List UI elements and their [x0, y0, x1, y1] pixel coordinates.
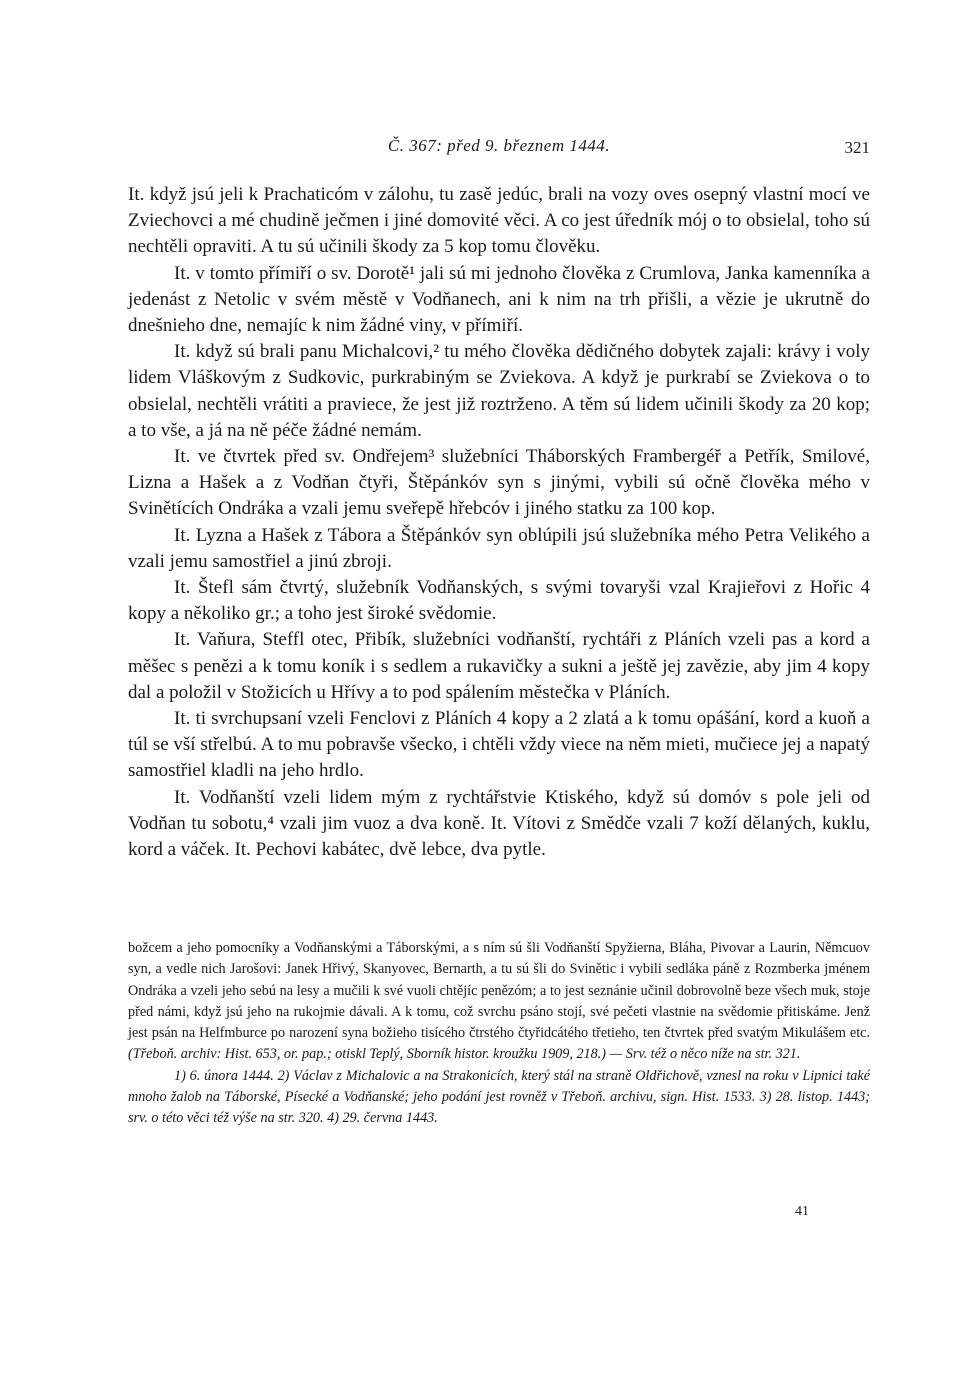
footnotes: [128, 938, 870, 1130]
paragraph: It. Vaňura, Steffl otec, Přibík, služebníci vodňanští, rychtáři z Pláních vzeli pas a kord a měšec s penězi a k tomu koník i s sedlem a rukavičky a sukni a ještě jej zavězie, aby jim 4 kopy dal a položil v Stožicích u Hřívy a to pod spálením městečka v Pláních.: [128, 629, 870, 703]
paragraph: It. když sú brali panu Michalcovi,² tu mého člověka dědičného dobytek zajali: krávy i voly lidem Vláškovým z Sudkovic, purkrabiným se Zviekova. A když je purkrabí se Zviekova o to obsielal, nechtěli vrátiti a praviece, že jest již roztrženo. A těm sú lidem učinili škody za 20 kop; a to vše, a já na ně péče žádné nemám.: [128, 341, 870, 441]
paragraph: It. Lyzna a Hašek z Tábora a Štěpánkóv syn oblúpili jsú služebníka mého Petra Velikého a vzali jemu samostřiel a jinú zbroji.: [128, 524, 870, 572]
paragraph: It. Vodňanští vzeli lidem mým z rychtářstvie Ktiského, když sú domóv s pole jeli od Vodňan tu sobotu,⁴ vzali jim vuoz a dva koně. It. Vítovi z Smědče vzali 7 koží dělaných, kuklu, kord a váček. It. Pechovi kabátec, dvě lebce, dva pytle.: [128, 786, 870, 861]
paragraph: It. ve čtvrtek před sv. Ondřejem³ služebníci Tháborských Frambergéř a Petřík, Smilové, Lizna a Hašek a z Vodňan čtyři, Štěpánkóv syn s jinými, vybili sú očně člověka mého v Svinětících Ondráka a vzali jemu sveřepě hřebcóv i jiného statku za 100 kop.: [128, 446, 870, 520]
page-title: Č. 367: před 9. březnem 1444.: [387, 136, 611, 155]
footnote-notes: 1) 6. února 1444. 2) Václav z Michalovic a na Strakonicích, který stál na straně Oldřichově, vznesl na roku v Lipnici také mnoho žalob na Táborské, Písecké a Vodňanské; jeho podání jest rovněž v Třeboň. archivu, sign. Hist. 1533. 3) 28. listop. 1443; srv. o této věci též výše na str. 320. 4) 29. června 1443.: [128, 1067, 870, 1127]
running-header: [128, 136, 870, 162]
footnote-text: božcem a jeho pomocníky a Vodňanskými a Táborskými, a s ním sú šli Vodňanští Spyžierna, Bláha, Pivovar a Laurin, Němcuov syn, a vedle nich Jarošovi: Janek Hřivý, Skanyovec, Bernarth, a tu sú šli do Svinětic i vybili sedláka páně z Rozmberka jménem Ondráka a vzeli jeho sebú na lesy a mučili k své vuoli chtějíc penězóm; a to jest seznánie učinil dobrovolně beze všech muk, stoje před námi, když jsú jeho na rukojmie dávali. A k tomu, což svrchu psáno stojí, své pečeti vlastnie na svědomie přitiskáme. Jenž jest psán na Helfmburce po narození syna božieho tisícého čtrstého čtyřidcátého třetieho, ten čtvrtek před svatým Mikulášem etc.: [128, 940, 870, 1042]
paragraph: It. ti svrchupsaní vzeli Fenclovi z Pláních 4 kopy a 2 zlatá a k tomu opášání, kord a kuoň a túl se vší střelbú. A to mu pobravše všecko, i chtěli vždy viece na něm mieti, mučiece jej a napatý samostřiel kladli na jeho hrdlo.: [128, 708, 870, 782]
paragraph: It. v tomto přímiří o sv. Dorotě¹ jali sú mi jednoho člověka z Crumlova, Janka kamenníka a jedenást z Netolic v svém městě v Vodňanech, ani k nim na trh přišli, a vězie je ukrutně do dnešnieho dne, nemajíc k nim žádné viny, v přímiří.: [128, 262, 870, 337]
footnote-continuation: [128, 938, 870, 1066]
paragraph: It. Štefl sám čtvrtý, služebník Vodňanských, s svými tovaryši vzal Krajieřovi z Hořic 4 kopy a několiko gr.; a toho jest široké svědomie.: [128, 577, 870, 625]
signature-mark: 41: [795, 1204, 809, 1219]
paragraph: It. když jsú jeli k Prachaticóm v zálohu, tu zasě jedúc, brali na vozy oves osepný vlastní mocí ve Zviechovci a mé chudině ječmen i jiné domovité věci. A co jest úředník mój o to obsielal, toho sú nechtěli opraviti. A tu sú učinili škody za 5 kop tomu člověku.: [128, 184, 870, 258]
page-number: 321: [844, 138, 870, 157]
main-text: [128, 182, 870, 863]
source-citation: (Třeboň. archiv: Hist. 653, or. pap.; otiskl Teplý, Sborník histor. kroužku 1909, 218.) — Srv. též o něco níže na str. 321.: [128, 1046, 801, 1063]
